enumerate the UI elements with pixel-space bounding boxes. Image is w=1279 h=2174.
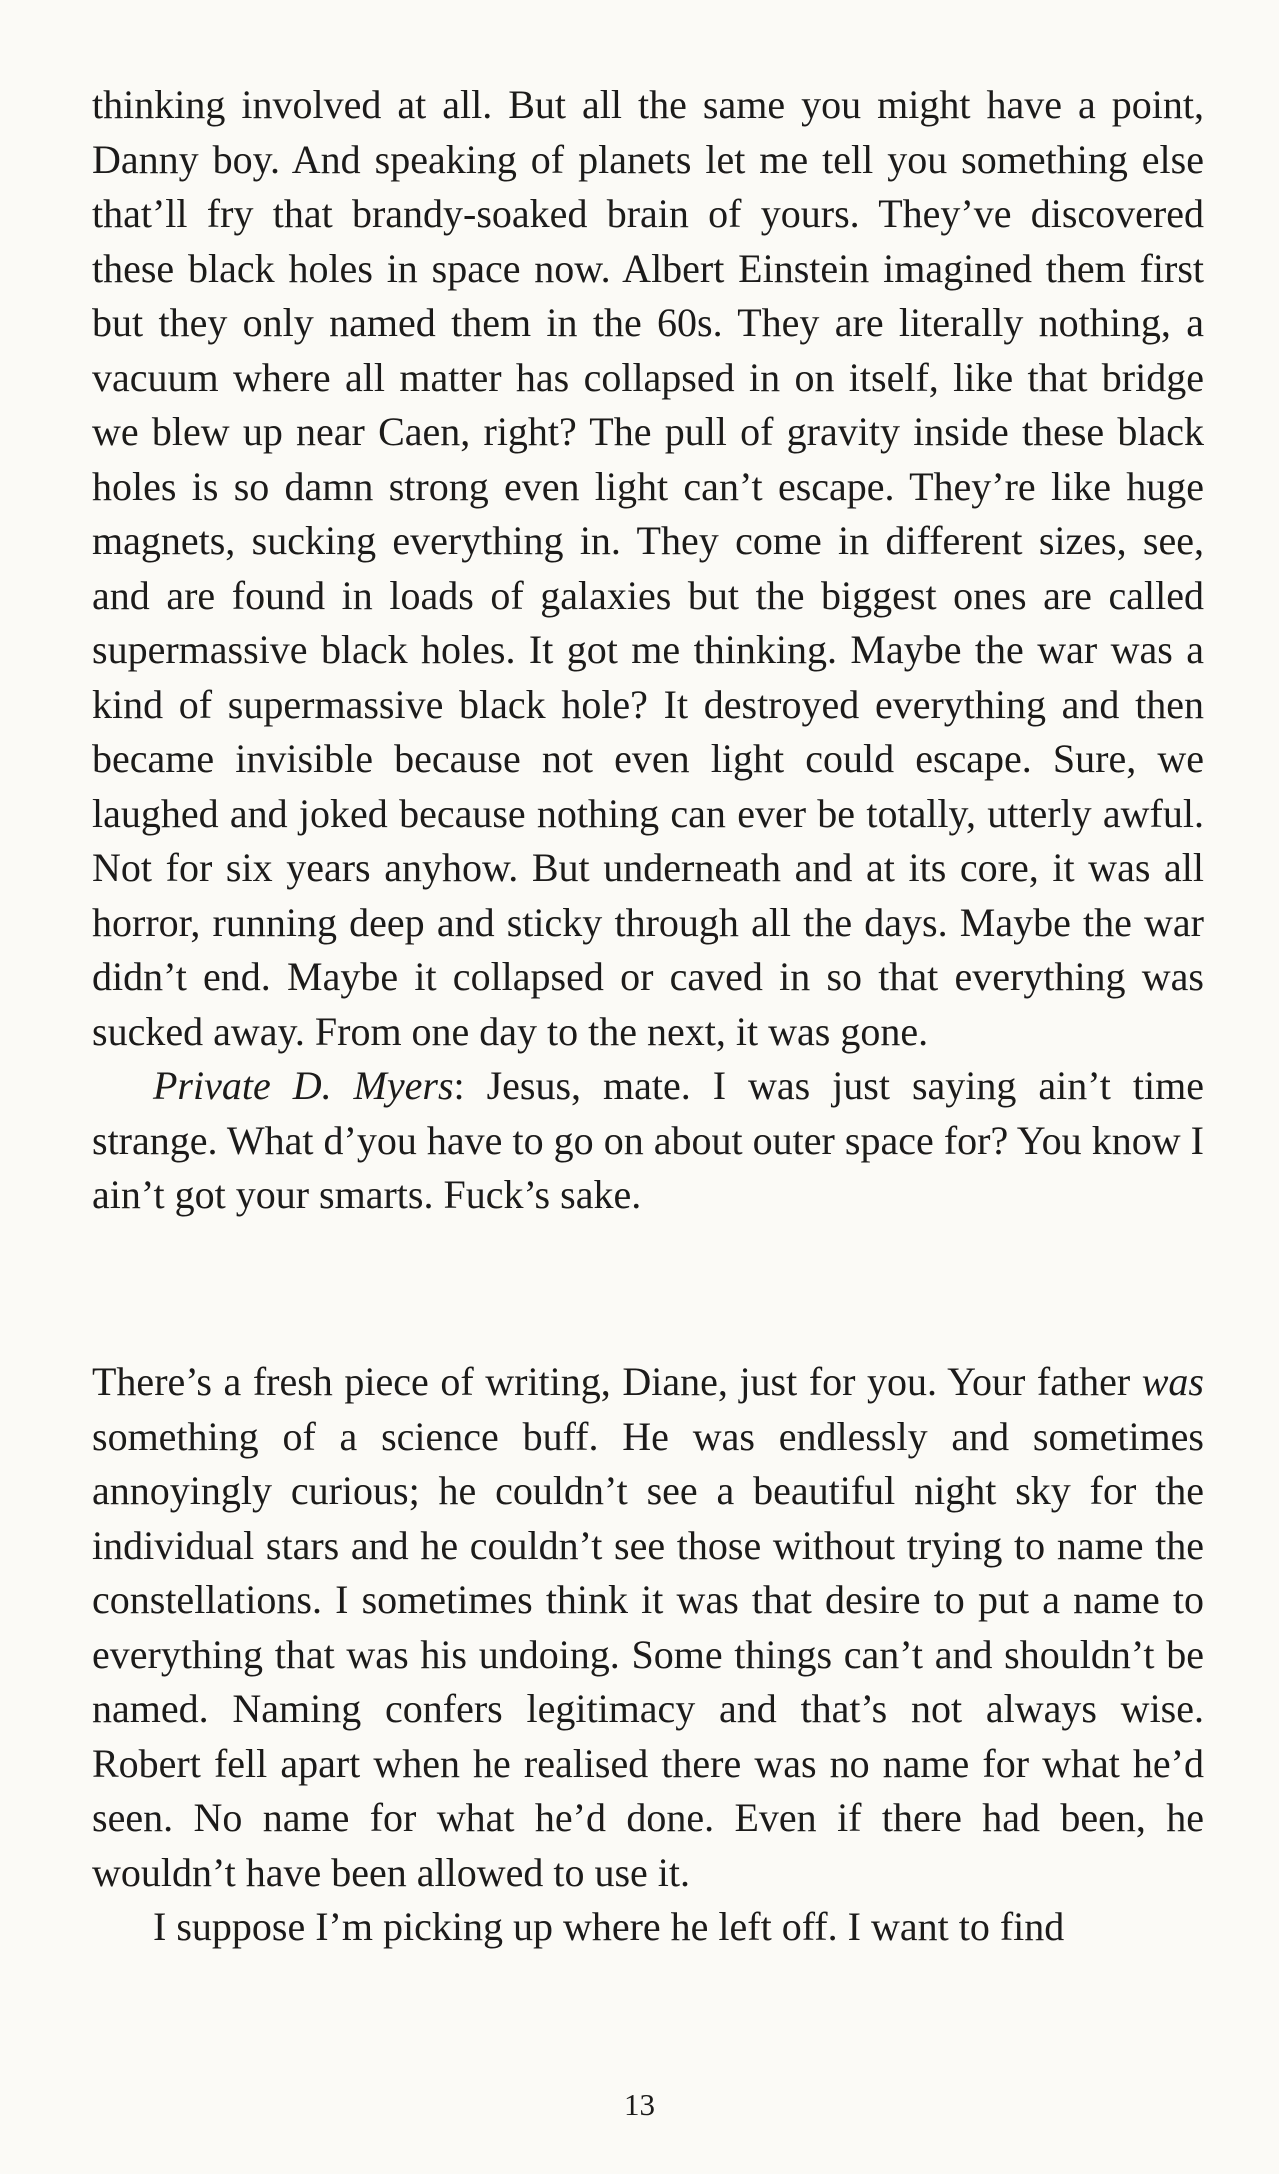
page-number: 13 xyxy=(624,2087,655,2122)
letter-passage xyxy=(92,78,1204,1223)
paragraph-text-start: There’s a fresh piece of writing, Diane, just for you. Your father xyxy=(92,1359,1142,1404)
speaker-colon: : xyxy=(453,1063,465,1108)
emphasized-word: was xyxy=(1141,1359,1204,1404)
dialogue-text: Jesus, mate. I was just saying ain’t time strange. What d’you have to go on about outer space for? You know I ain’t got your smarts. Fuck’s sake. xyxy=(92,1063,1204,1217)
narrative-passage xyxy=(92,1355,1204,1955)
body-paragraph: thinking involved at all. But all the same you might have a point, Danny boy. And speaking of planets let me tell you something else that’ll fry that brandy-soaked brain of yours. They’ve discovered these black holes in space now. Albert Einstein imagined them first but they only named them in the 60s. They are literally nothing, a vacuum where all matter has collapsed in on itself, like that bridge we blew up near Caen, right? The pull of gravity inside these black holes is so damn strong even light can’t escape. They’re like huge magnets, sucking everything in. They come in different sizes, see, and are found in loads of galaxies but the biggest ones are called supermassive black holes. It got me thinking. Maybe the war was a kind of supermassive black hole? It destroyed everything and then became invisible because not even light could escape. Sure, we laughed and joked because nothing can ever be totally, utterly awful. Not for six years anyhow. But underneath and at its core, it was all horror, running deep and sticky through all the days. Maybe the war didn’t end. Maybe it collapsed or caved in so that everything was sucked away. From one day to the next, it was gone. xyxy=(92,82,1204,1054)
body-paragraph: I suppose I’m picking up where he left off. I want to find xyxy=(153,1904,1065,1949)
body-paragraph xyxy=(92,1355,1204,1900)
dialogue-paragraph xyxy=(92,1059,1204,1223)
paragraph-text-end: something of a science buff. He was endlessly and sometimes annoyingly curious; he couldn’t see a beautiful night sky for the individual stars and he couldn’t see those without trying to name the constellations. I sometimes think it was that desire to put a name to everything that was his undoing. Some things can’t and shouldn’t be named. Naming confers legitimacy and that’s not always wise. Robert fell apart when he realised there was no name for what he’d seen. No name for what he’d done. Even if there had been, he wouldn’t have been allowed to use it. xyxy=(92,1413,1204,1895)
speaker-name: Private D. Myers xyxy=(153,1063,454,1108)
